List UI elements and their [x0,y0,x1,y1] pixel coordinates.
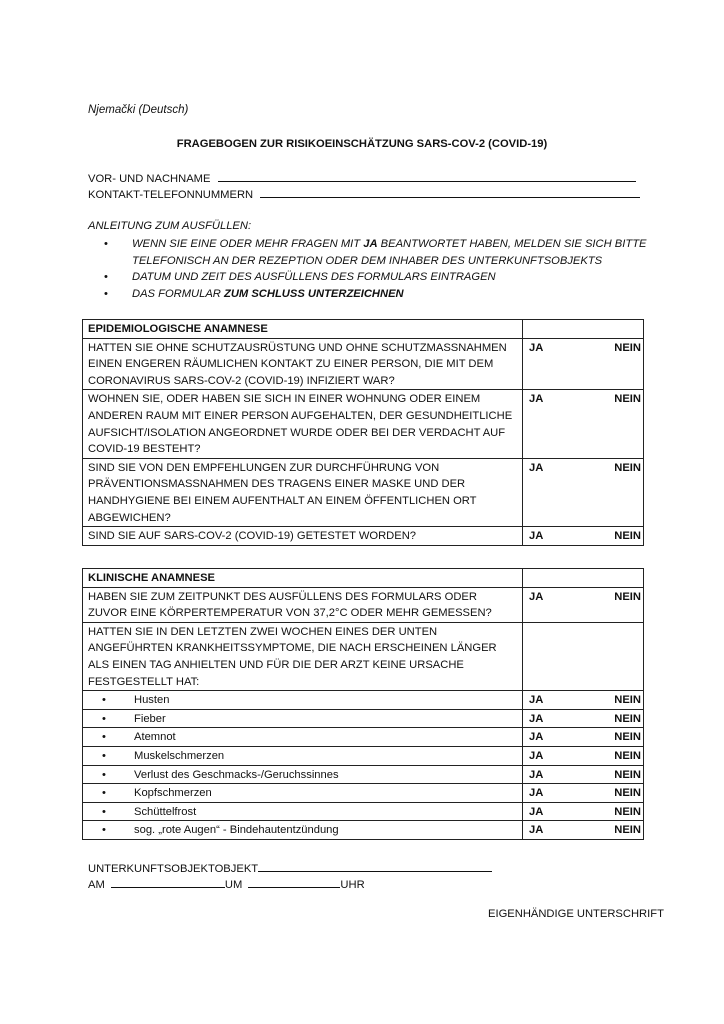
symptom-row [83,728,644,747]
answer-cell [523,320,644,339]
symptom-cell [83,802,523,821]
no-option[interactable]: NEIN [614,787,641,800]
answer-cell[interactable] [523,458,644,526]
bullet-icon: • [102,712,106,725]
yes-option[interactable]: JA [529,341,544,354]
answer-cell [523,622,644,690]
am-label: AM [88,879,105,891]
table-row [83,527,644,546]
question-text: SIND SIE VON DEN EMPFEHLUNGEN ZUR DURCHFÜHRUNG VON PRÄVENTIONSMASSNAHMEN DES TRAGENS EINER MASKE UND DER HANDHYGIENE BEI EINEM AUFENTHALT AN EINEM ÖFFENTLICHEN ORT ABGEWICHEN? [83,458,523,526]
answer-cell[interactable] [523,784,644,803]
yes-option[interactable]: JA [529,731,544,744]
symptom-label: Schüttelfrost [134,805,197,818]
answer-cell[interactable] [523,821,644,840]
bullet-icon: • [102,768,106,781]
symptom-label: Husten [134,694,170,707]
instruction-item: • DAS FORMULAR ZUM SCHLUSS UNTERZEICHNEN [104,286,664,303]
yes-option[interactable]: JA [529,590,544,603]
instructions-heading: ANLEITUNG ZUM AUSFÜLLEN: [88,220,252,232]
form-title: FRAGEBOGEN ZUR RISIKOEINSCHÄTZUNG SARS-COV-2 (COVID-19) [176,138,548,150]
question-text: WOHNEN SIE, ODER HABEN SIE SICH IN EINER WOHNUNG ODER EINEM ANDEREN RAUM MIT EINER PERSON AUFGEHALTEN, DER GESUNDHEITLICHE AUFSICHT/ISOLATION ANGEORDNET WURDE ODER BEI DER VERDACHT AUF COVID-19 BESTEHT? [83,390,523,458]
no-option[interactable]: NEIN [614,590,641,603]
answer-cell[interactable] [523,691,644,710]
phone-line[interactable] [260,186,640,198]
answer-cell[interactable] [523,587,644,622]
question-text: HATTEN SIE OHNE SCHUTZAUSRÜSTUNG UND OHNE SCHUTZMASSNAHMEN EINEN ENGEREN RÄUMLICHEN KONTAKT ZU EINER PERSON, DIE MIT DEM CORONAVIRUS SARS-COV-2 (COVID-19) INFIZIERT WAR? [83,338,523,390]
bullet-icon: • [102,694,106,707]
clinical-header: KLINISCHE ANAMNESE [83,569,523,588]
no-option[interactable]: NEIN [614,712,641,725]
no-option[interactable]: NEIN [614,694,641,707]
clinical-table [82,568,644,840]
symptom-label: Atemnot [134,731,176,744]
symptom-label: Kopfschmerzen [134,787,212,800]
phone-field[interactable] [88,186,640,201]
language-label: Njemački (Deutsch) [88,104,189,116]
uhr-label: UHR [340,879,365,891]
yes-option[interactable]: JA [529,768,544,781]
symptom-row [83,784,644,803]
yes-option[interactable]: JA [529,749,544,762]
bullet-icon: • [102,805,106,818]
yes-option[interactable]: JA [529,694,544,707]
bullet-icon: • [104,287,108,300]
name-line[interactable] [218,170,636,182]
symptom-cell [83,746,523,765]
no-option[interactable]: NEIN [614,393,641,406]
no-option[interactable]: NEIN [614,530,641,543]
answer-cell[interactable] [523,802,644,821]
symptom-row [83,709,644,728]
signature-label: EIGENHÄNDIGE UNTERSCHRIFT [488,908,664,920]
table-row [83,390,644,458]
answer-cell[interactable] [523,390,644,458]
symptom-row [83,746,644,765]
phone-label: KONTAKT-TELEFONNUMMERN [88,189,254,201]
symptom-cell [83,728,523,747]
yes-option[interactable]: JA [529,824,544,837]
object-label: UNTERKUNFTSOBJEKTOBJEKT [88,863,259,875]
symptom-cell [83,821,523,840]
answer-cell[interactable] [523,728,644,747]
yes-option[interactable]: JA [529,787,544,800]
instructions-list [104,236,664,302]
symptom-row [83,821,644,840]
date-time-field[interactable] [88,876,365,891]
yes-option[interactable]: JA [529,461,544,474]
table-row [83,587,644,622]
no-option[interactable]: NEIN [614,341,641,354]
bullet-icon: • [102,749,106,762]
question-text: HATTEN SIE IN DEN LETZTEN ZWEI WOCHEN EINES DER UNTEN ANGEFÜHRTEN KRANKHEITSSYMPTOME, DIE NACH ERSCHEINEN LÄNGER ALS EINEN TAG ANHIELTEN UND FÜR DIE DER ARZT KEINE URSACHE FESTGESTELLT HAT: [83,622,523,690]
no-option[interactable]: NEIN [614,805,641,818]
answer-cell[interactable] [523,527,644,546]
question-text: HABEN SIE ZUM ZEITPUNKT DES AUSFÜLLENS DES FORMULARS ODER ZUVOR EINE KÖRPERTEMPERATUR VON 37,2°C ODER MEHR GEMESSEN? [83,587,523,622]
symptom-row [83,691,644,710]
symptom-cell [83,784,523,803]
symptom-row [83,765,644,784]
bullet-icon: • [102,787,106,800]
answer-cell [523,569,644,588]
object-line[interactable] [258,860,492,872]
object-field[interactable] [88,860,492,875]
table-row [83,338,644,390]
answer-cell[interactable] [523,746,644,765]
answer-cell[interactable] [523,765,644,784]
yes-option[interactable]: JA [529,530,544,543]
symptom-label: Verlust des Geschmacks-/Geruchssinnes [134,768,339,781]
symptom-label: sog. „rote Augen“ - Bindehautentzündung [134,824,339,837]
symptom-label: Fieber [134,712,166,725]
table-row [83,622,644,690]
date-line[interactable] [111,876,225,888]
epidemiological-header: EPIDEMIOLOGISCHE ANAMNESE [83,320,523,339]
bullet-icon: • [104,238,108,250]
yes-option[interactable]: JA [529,393,544,406]
symptom-label: Muskelschmerzen [134,749,225,762]
yes-option[interactable]: JA [529,805,544,818]
answer-cell[interactable] [523,709,644,728]
symptom-row [83,802,644,821]
answer-cell[interactable] [523,338,644,390]
no-option[interactable]: NEIN [614,768,641,781]
no-option[interactable]: NEIN [614,731,641,744]
symptom-cell [83,765,523,784]
epidemiological-table [82,319,644,546]
no-option[interactable]: NEIN [614,749,641,762]
question-text: SIND SIE AUF SARS-COV-2 (COVID-19) GETESTET WORDEN? [83,527,523,546]
name-field[interactable] [88,170,636,185]
name-label: VOR- UND NACHNAME [88,173,211,185]
table-row [83,458,644,526]
no-option[interactable]: NEIN [614,824,641,837]
bullet-icon: • [104,271,108,283]
symptom-cell [83,691,523,710]
bullet-icon: • [102,731,106,744]
yes-option[interactable]: JA [529,712,544,725]
bullet-icon: • [102,824,106,837]
time-line[interactable] [248,876,340,888]
instruction-item: • DATUM UND ZEIT DES AUSFÜLLENS DES FORMULARS EINTRAGEN [104,269,664,286]
symptom-cell [83,709,523,728]
um-label: UM [224,879,243,891]
no-option[interactable]: NEIN [614,461,641,474]
instruction-item: • WENN SIE EINE ODER MEHR FRAGEN MIT JA BEANTWORTET HABEN, MELDEN SIE SICH BITTE TELEFONISCH AN DER REZEPTION ODER DEM INHABER DES UNTERKUNFTSOBJEKTS [104,236,664,269]
